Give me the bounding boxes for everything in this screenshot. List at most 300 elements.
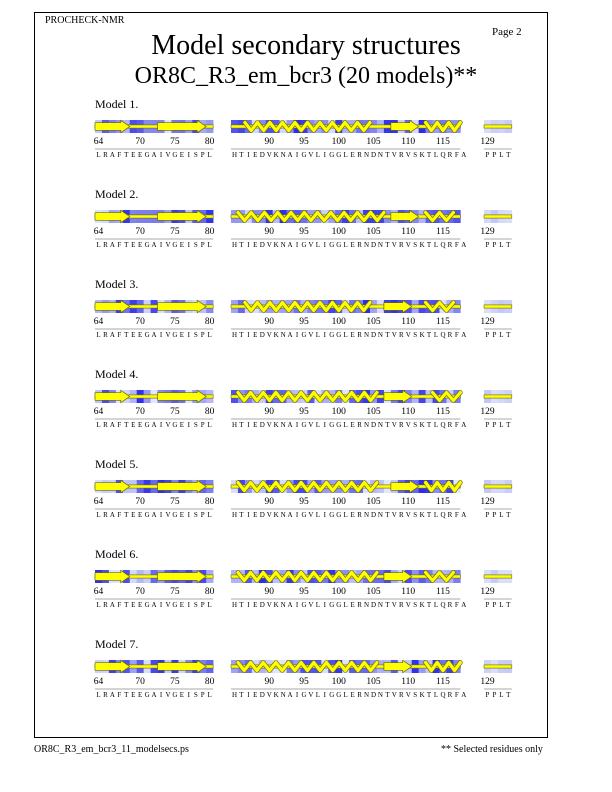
sequence-letter: V — [266, 331, 272, 339]
footer-filename: OR8C_R3_em_bcr3_11_modelsecs.ps — [34, 744, 189, 755]
sequence-letter: V — [391, 241, 397, 249]
sequence-letter: G — [336, 691, 342, 699]
sequence-row — [96, 601, 211, 609]
sequence-letter: E — [350, 421, 355, 429]
sequence-letter: Q — [440, 241, 446, 249]
sequence-letter: S — [193, 151, 198, 159]
sequence-letter: F — [117, 241, 122, 249]
sequence-letter: I — [247, 331, 250, 339]
sequence-letter: N — [280, 511, 286, 519]
sequence-letter: T — [385, 601, 390, 609]
sequence-letter: P — [200, 421, 205, 429]
model-label: Model 2. — [95, 187, 139, 201]
sequence-letter: A — [151, 421, 157, 429]
sequence-letter: R — [357, 601, 362, 609]
sequence-letter: L — [207, 331, 212, 339]
sequence-letter: I — [295, 511, 299, 519]
sequence-letter: E — [253, 421, 258, 429]
residue-number-label: 95 — [299, 497, 309, 507]
sequence-row — [486, 331, 512, 339]
residue-number-label: 115 — [436, 407, 450, 417]
residue-number-label: 105 — [366, 587, 381, 597]
sequence-letter: L — [433, 511, 439, 519]
sequence-letter: N — [280, 331, 286, 339]
coil-line — [484, 485, 512, 488]
sequence-letter: A — [461, 511, 467, 519]
residue-number-label: 90 — [264, 227, 274, 237]
sequence-letter: K — [419, 151, 425, 159]
sequence-letter: G — [329, 511, 335, 519]
sequence-letter: I — [323, 331, 326, 339]
sequence-letter: V — [165, 601, 171, 609]
sequence-letter: I — [323, 511, 326, 519]
sequence-letter: V — [405, 241, 411, 249]
sequence-letter: V — [308, 511, 314, 519]
residue-number-label: 129 — [480, 317, 495, 327]
sequence-row — [96, 151, 211, 159]
sequence-letter: F — [117, 691, 122, 699]
sequence-letter: A — [151, 511, 157, 519]
sequence-letter: D — [370, 421, 377, 429]
sequence-letter: R — [103, 691, 108, 699]
sequence-letter: R — [398, 241, 404, 249]
sequence-letter: D — [370, 331, 377, 339]
sequence-letter: P — [200, 511, 205, 519]
sequence-letter: I — [295, 241, 299, 249]
sequence-letter: T — [426, 511, 432, 519]
sequence-row — [486, 691, 512, 699]
sequence-letter: D — [259, 691, 265, 699]
sequence-letter: P — [485, 691, 490, 699]
sequence-letter: E — [350, 151, 355, 159]
sequence-letter: H — [231, 421, 238, 429]
sequence-letter: G — [144, 511, 150, 519]
sequence-letter: T — [239, 601, 244, 609]
sequence-letter: E — [350, 691, 355, 699]
sequence-letter: R — [447, 511, 453, 519]
sequence-letter: R — [447, 331, 453, 339]
sequence-letter: L — [315, 601, 321, 609]
sequence-letter: V — [266, 691, 272, 699]
sequence-letter: D — [259, 601, 265, 609]
sequence-letter: R — [103, 421, 108, 429]
sequence-letter: I — [295, 151, 299, 159]
sequence-letter: E — [350, 241, 355, 249]
sequence-letter: Q — [440, 691, 446, 699]
sequence-letter: G — [329, 421, 335, 429]
sequence-letter: V — [405, 421, 411, 429]
residue-number-label: 105 — [366, 677, 381, 687]
sequence-letter: A — [287, 151, 293, 159]
model-label: Model 6. — [95, 547, 139, 561]
sequence-letter: P — [492, 421, 497, 429]
sequence-letter: N — [377, 691, 383, 699]
structure-track — [0, 277, 612, 367]
coil-line — [484, 395, 512, 398]
sequence-letter: S — [193, 601, 198, 609]
residue-number-label: 80 — [204, 677, 215, 687]
sequence-letter: S — [193, 241, 198, 249]
sequence-letter: V — [165, 151, 171, 159]
residue-number-label: 80 — [204, 137, 215, 147]
sequence-letter: N — [363, 151, 370, 159]
sequence-letter: P — [492, 601, 497, 609]
residue-number-label: 129 — [480, 227, 495, 237]
sequence-letter: A — [461, 601, 467, 609]
sequence-letter: V — [308, 241, 314, 249]
sequence-letter: R — [447, 151, 453, 159]
sequence-letter: D — [370, 601, 377, 609]
sequence-letter: F — [454, 151, 459, 159]
sequence-row — [486, 601, 512, 609]
sequence-letter: V — [405, 511, 411, 519]
sequence-letter: N — [363, 601, 370, 609]
sequence-letter: E — [131, 151, 136, 159]
sequence-letter: N — [363, 241, 370, 249]
sequence-letter: R — [103, 601, 108, 609]
sequence-letter: E — [138, 511, 143, 519]
sequence-letter: A — [151, 691, 157, 699]
residue-number-label: 100 — [331, 317, 346, 327]
sequence-letter: A — [109, 691, 115, 699]
sequence-letter: D — [370, 691, 377, 699]
residue-number-label: 115 — [436, 227, 450, 237]
sequence-letter: E — [350, 511, 355, 519]
sequence-letter: E — [179, 151, 185, 159]
sequence-letter: F — [117, 151, 122, 159]
sequence-letter: K — [419, 421, 425, 429]
sequence-letter: P — [200, 331, 205, 339]
sequence-letter: T — [124, 241, 129, 249]
sequence-letter: T — [506, 331, 511, 339]
residue-number-label: 64 — [93, 227, 104, 237]
sequence-letter: I — [323, 691, 326, 699]
sequence-letter: L — [499, 331, 504, 339]
sequence-letter: I — [323, 241, 326, 249]
sequence-letter: T — [239, 691, 244, 699]
sequence-letter: E — [253, 691, 258, 699]
sequence-letter: A — [287, 511, 293, 519]
residue-number-label: 75 — [170, 407, 180, 417]
sequence-letter: T — [426, 241, 432, 249]
coil-line — [484, 575, 512, 578]
sequence-letter: G — [301, 421, 307, 429]
sequence-letter: R — [357, 241, 362, 249]
sequence-letter: T — [124, 601, 129, 609]
sequence-letter: G — [301, 601, 307, 609]
sequence-letter: A — [151, 241, 157, 249]
sequence-letter: A — [461, 691, 467, 699]
sequence-letter: L — [433, 241, 439, 249]
sequence-letter: L — [499, 511, 504, 519]
residue-number-label: 64 — [93, 407, 104, 417]
sequence-letter: Q — [440, 151, 446, 159]
sequence-letter: S — [193, 421, 198, 429]
sequence-letter: L — [207, 241, 212, 249]
sequence-letter: R — [447, 421, 453, 429]
sequence-letter: A — [461, 241, 467, 249]
sequence-letter: K — [419, 511, 425, 519]
sequence-letter: I — [247, 421, 250, 429]
sequence-row — [96, 691, 211, 699]
coil-line — [484, 305, 512, 308]
sequence-letter: L — [96, 511, 101, 519]
sequence-letter: L — [207, 511, 212, 519]
sequence-letter: E — [131, 511, 136, 519]
sequence-letter: L — [343, 421, 348, 429]
residue-number-label: 105 — [366, 407, 381, 417]
sequence-letter: G — [172, 691, 178, 699]
residue-number-label: 80 — [204, 227, 215, 237]
sequence-letter: A — [109, 151, 115, 159]
sequence-letter: S — [193, 511, 198, 519]
sequence-letter: R — [398, 421, 404, 429]
sequence-letter: N — [280, 601, 286, 609]
residue-number-label: 100 — [331, 137, 346, 147]
sequence-letter: F — [117, 601, 122, 609]
sequence-letter: I — [159, 151, 163, 159]
sequence-letter: N — [377, 151, 383, 159]
sequence-letter: E — [131, 241, 136, 249]
sequence-letter: L — [315, 691, 321, 699]
structure-track — [0, 457, 612, 547]
page-title: Model secondary structures — [151, 30, 461, 61]
sequence-letter: I — [323, 601, 326, 609]
residue-number-label: 64 — [93, 137, 104, 147]
coil-line — [484, 665, 512, 668]
sequence-letter: V — [266, 151, 272, 159]
sequence-letter: R — [357, 331, 362, 339]
sequence-letter: E — [179, 511, 185, 519]
structure-track — [0, 547, 612, 637]
sequence-letter: G — [301, 331, 307, 339]
sequence-letter: T — [385, 511, 390, 519]
sequence-letter: K — [419, 691, 425, 699]
sequence-letter: G — [172, 241, 178, 249]
sequence-letter: V — [391, 151, 397, 159]
sequence-letter: P — [492, 151, 497, 159]
sequence-row — [232, 691, 466, 699]
sequence-letter: H — [231, 511, 238, 519]
sequence-letter: Q — [440, 421, 446, 429]
sequence-letter: R — [103, 241, 108, 249]
sequence-letter: V — [405, 151, 411, 159]
residue-number-label: 129 — [480, 497, 495, 507]
residue-number-label: 100 — [331, 227, 346, 237]
sequence-letter: P — [200, 691, 205, 699]
sequence-letter: L — [96, 241, 101, 249]
sequence-letter: L — [96, 691, 101, 699]
sequence-letter: T — [385, 691, 390, 699]
sequence-letter: H — [231, 331, 238, 339]
residue-number-label: 95 — [299, 407, 309, 417]
sequence-letter: G — [301, 511, 307, 519]
sequence-letter: N — [280, 241, 286, 249]
sequence-letter: I — [159, 331, 163, 339]
sequence-letter: L — [96, 601, 101, 609]
residue-number-label: 105 — [366, 317, 381, 327]
model-label: Model 5. — [95, 457, 139, 471]
sequence-letter: F — [117, 511, 122, 519]
sequence-letter: R — [398, 331, 404, 339]
sequence-letter: H — [231, 601, 238, 609]
residue-number-label: 95 — [299, 677, 309, 687]
sequence-letter: V — [308, 151, 314, 159]
model-panel — [0, 97, 612, 187]
sequence-letter: L — [315, 421, 321, 429]
sequence-letter: N — [377, 421, 383, 429]
residue-number-label: 70 — [135, 587, 145, 597]
sequence-letter: N — [363, 511, 370, 519]
model-panel — [0, 457, 612, 547]
sequence-letter: G — [144, 151, 150, 159]
sequence-letter: R — [447, 691, 453, 699]
sequence-row — [96, 241, 211, 249]
sequence-letter: R — [398, 511, 404, 519]
residue-number-label: 110 — [401, 407, 416, 417]
sequence-letter: N — [280, 421, 286, 429]
sequence-letter: P — [485, 241, 490, 249]
residue-number-label: 75 — [170, 587, 180, 597]
sequence-letter: F — [117, 331, 122, 339]
sequence-letter: T — [506, 601, 511, 609]
residue-number-label: 105 — [366, 137, 381, 147]
sequence-letter: P — [492, 241, 497, 249]
sequence-letter: A — [151, 331, 157, 339]
sequence-letter: P — [485, 151, 490, 159]
sequence-letter: I — [295, 691, 299, 699]
residue-number-label: 95 — [299, 587, 309, 597]
sequence-letter: P — [485, 421, 490, 429]
sequence-letter: N — [363, 331, 370, 339]
sequence-letter: L — [343, 151, 348, 159]
sequence-letter: V — [391, 331, 397, 339]
sequence-letter: N — [280, 151, 286, 159]
residue-number-label: 110 — [401, 497, 416, 507]
sequence-letter: G — [329, 241, 335, 249]
sequence-letter: A — [109, 421, 115, 429]
program-name: PROCHECK-NMR — [45, 15, 125, 26]
sequence-letter: A — [109, 241, 115, 249]
sequence-letter: V — [266, 511, 272, 519]
residue-number-label: 110 — [401, 677, 416, 687]
sequence-letter: V — [266, 241, 272, 249]
sequence-letter: P — [492, 331, 497, 339]
sequence-letter: E — [253, 601, 258, 609]
sequence-letter: I — [187, 331, 190, 339]
residue-number-label: 70 — [135, 677, 145, 687]
residue-number-label: 110 — [401, 137, 416, 147]
sequence-letter: L — [499, 241, 504, 249]
sequence-letter: S — [193, 331, 198, 339]
sequence-letter: L — [343, 331, 348, 339]
residue-number-label: 90 — [264, 587, 274, 597]
sequence-letter: R — [398, 151, 404, 159]
sequence-letter: A — [109, 331, 115, 339]
sequence-letter: N — [377, 511, 383, 519]
residue-number-label: 105 — [366, 227, 381, 237]
residue-number-label: 95 — [299, 227, 309, 237]
model-panel — [0, 277, 612, 367]
sequence-letter: T — [426, 331, 432, 339]
sequence-letter: V — [391, 601, 397, 609]
sequence-letter: A — [287, 601, 293, 609]
residue-number-label: 90 — [264, 407, 274, 417]
sequence-letter: I — [159, 601, 163, 609]
residue-number-label: 100 — [331, 497, 346, 507]
sequence-letter: Q — [440, 331, 446, 339]
structure-track — [0, 187, 612, 277]
sequence-letter: F — [454, 691, 459, 699]
sequence-letter: Q — [440, 601, 446, 609]
residue-number-label: 80 — [204, 407, 215, 417]
sequence-letter: L — [96, 151, 101, 159]
sequence-letter: S — [413, 601, 418, 609]
sequence-letter: G — [172, 511, 178, 519]
sequence-letter: L — [207, 421, 212, 429]
residue-number-label: 95 — [299, 317, 309, 327]
sequence-letter: D — [259, 241, 265, 249]
sequence-letter: G — [144, 691, 150, 699]
sequence-letter: E — [131, 601, 136, 609]
sequence-letter: G — [336, 601, 342, 609]
sequence-letter: K — [273, 241, 279, 249]
residue-number-label: 75 — [170, 137, 180, 147]
sequence-letter: K — [419, 241, 425, 249]
model-label: Model 4. — [95, 367, 139, 381]
sequence-letter: L — [433, 691, 439, 699]
sequence-letter: G — [336, 511, 342, 519]
sequence-letter: H — [231, 241, 238, 249]
sequence-letter: T — [124, 421, 129, 429]
sequence-letter: I — [295, 601, 299, 609]
sequence-letter: F — [117, 421, 122, 429]
sequence-row — [486, 511, 512, 519]
sequence-letter: L — [433, 331, 439, 339]
residue-number-label: 64 — [93, 497, 104, 507]
sequence-letter: E — [253, 151, 258, 159]
residue-number-label: 70 — [135, 497, 145, 507]
residue-number-label: 75 — [170, 317, 180, 327]
residue-number-label: 80 — [204, 317, 215, 327]
sequence-letter: E — [179, 331, 185, 339]
sequence-letter: T — [124, 691, 129, 699]
sequence-row — [232, 151, 466, 159]
residue-number-label: 90 — [264, 317, 274, 327]
sequence-letter: V — [391, 511, 397, 519]
sequence-letter: E — [179, 421, 185, 429]
sequence-letter: I — [247, 601, 250, 609]
sequence-letter: E — [179, 241, 185, 249]
sequence-letter: A — [461, 421, 467, 429]
sequence-row — [96, 511, 211, 519]
sequence-letter: P — [485, 601, 490, 609]
model-label: Model 3. — [95, 277, 139, 291]
sequence-letter: G — [329, 691, 335, 699]
sequence-letter: G — [172, 601, 178, 609]
sequence-letter: I — [187, 601, 190, 609]
sequence-row — [96, 331, 211, 339]
sequence-letter: I — [247, 511, 250, 519]
model-label: Model 1. — [95, 97, 139, 111]
sequence-row — [232, 241, 466, 249]
sequence-letter: A — [151, 151, 157, 159]
sequence-letter: E — [131, 421, 136, 429]
residue-number-label: 129 — [480, 137, 495, 147]
sequence-letter: R — [357, 511, 362, 519]
sequence-letter: T — [506, 151, 511, 159]
sequence-letter: R — [398, 691, 404, 699]
